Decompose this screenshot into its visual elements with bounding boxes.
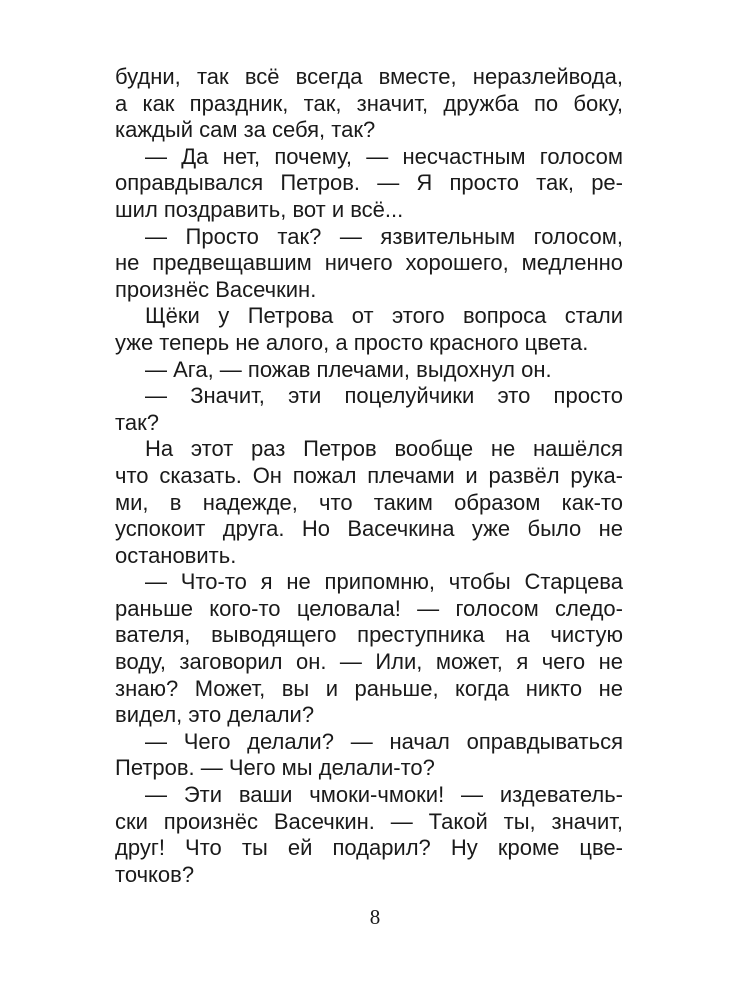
text-line: произнёс Васечкин. bbox=[115, 276, 317, 302]
text-line: остановить. bbox=[115, 542, 237, 568]
text-line: шил поздравить, вот и всё... bbox=[115, 196, 404, 222]
text-line: не предвещавшим ничего хорошего, медленно bbox=[115, 250, 623, 276]
text-line: На этот раз Петров вообще не нашёлся bbox=[145, 436, 623, 462]
text-line: — Ага, — пожав плечами, выдохнул он. bbox=[145, 356, 552, 382]
text-line: ски произнёс Васечкин. — Такой ты, значит, bbox=[115, 808, 623, 834]
text-line: ми, в надежде, что таким образом как-то bbox=[115, 489, 623, 515]
text-line: — Чего делали? — начал оправдываться bbox=[145, 728, 623, 754]
text-line: так? bbox=[115, 409, 159, 435]
text-line: будни, так всё всегда вместе, неразлейвода, bbox=[115, 64, 623, 89]
text-line: а как праздник, так, значит, дружба по боку, bbox=[115, 90, 623, 116]
text-line: каждый сам за себя, так? bbox=[115, 117, 376, 143]
text-line: уже теперь не алого, а просто красного цвета. bbox=[115, 329, 589, 355]
text-line: раньше кого-то целовала! — голосом следо- bbox=[115, 595, 623, 621]
text-line: вателя, выводящего преступника на чистую bbox=[115, 622, 623, 648]
text-line: успокоит друга. Но Васечкина уже было не bbox=[115, 516, 623, 542]
text-line: Петров. — Чего мы делали-то? bbox=[115, 755, 435, 781]
body-text bbox=[115, 64, 623, 888]
text-line: — Просто так? — язвительным голосом, bbox=[145, 223, 623, 249]
text-line: — Да нет, почему, — несчастным голосом bbox=[145, 143, 623, 169]
text-line: — Эти ваши чмоки-чмоки! — издеватель- bbox=[145, 782, 623, 808]
text-line: знаю? Может, вы и раньше, когда никто не bbox=[115, 675, 623, 701]
text-line: Щёки у Петрова от этого вопроса стали bbox=[145, 303, 623, 329]
page-number: 8 bbox=[369, 905, 381, 929]
text-line: друг! Что ты ей подарил? Ну кроме цве- bbox=[115, 835, 623, 861]
text-line: что сказать. Он пожал плечами и развёл рука- bbox=[115, 462, 623, 488]
text-line: воду, заговорил он. — Или, может, я чего не bbox=[115, 649, 623, 675]
text-line: точков? bbox=[115, 861, 195, 887]
text-line: — Что-то я не припомню, чтобы Старцева bbox=[145, 569, 623, 595]
text-line: оправдывался Петров. — Я просто так, ре- bbox=[115, 170, 623, 196]
text-line: видел, это делали? bbox=[115, 702, 315, 728]
text-line: — Значит, эти поцелуйчики это просто bbox=[145, 383, 623, 409]
